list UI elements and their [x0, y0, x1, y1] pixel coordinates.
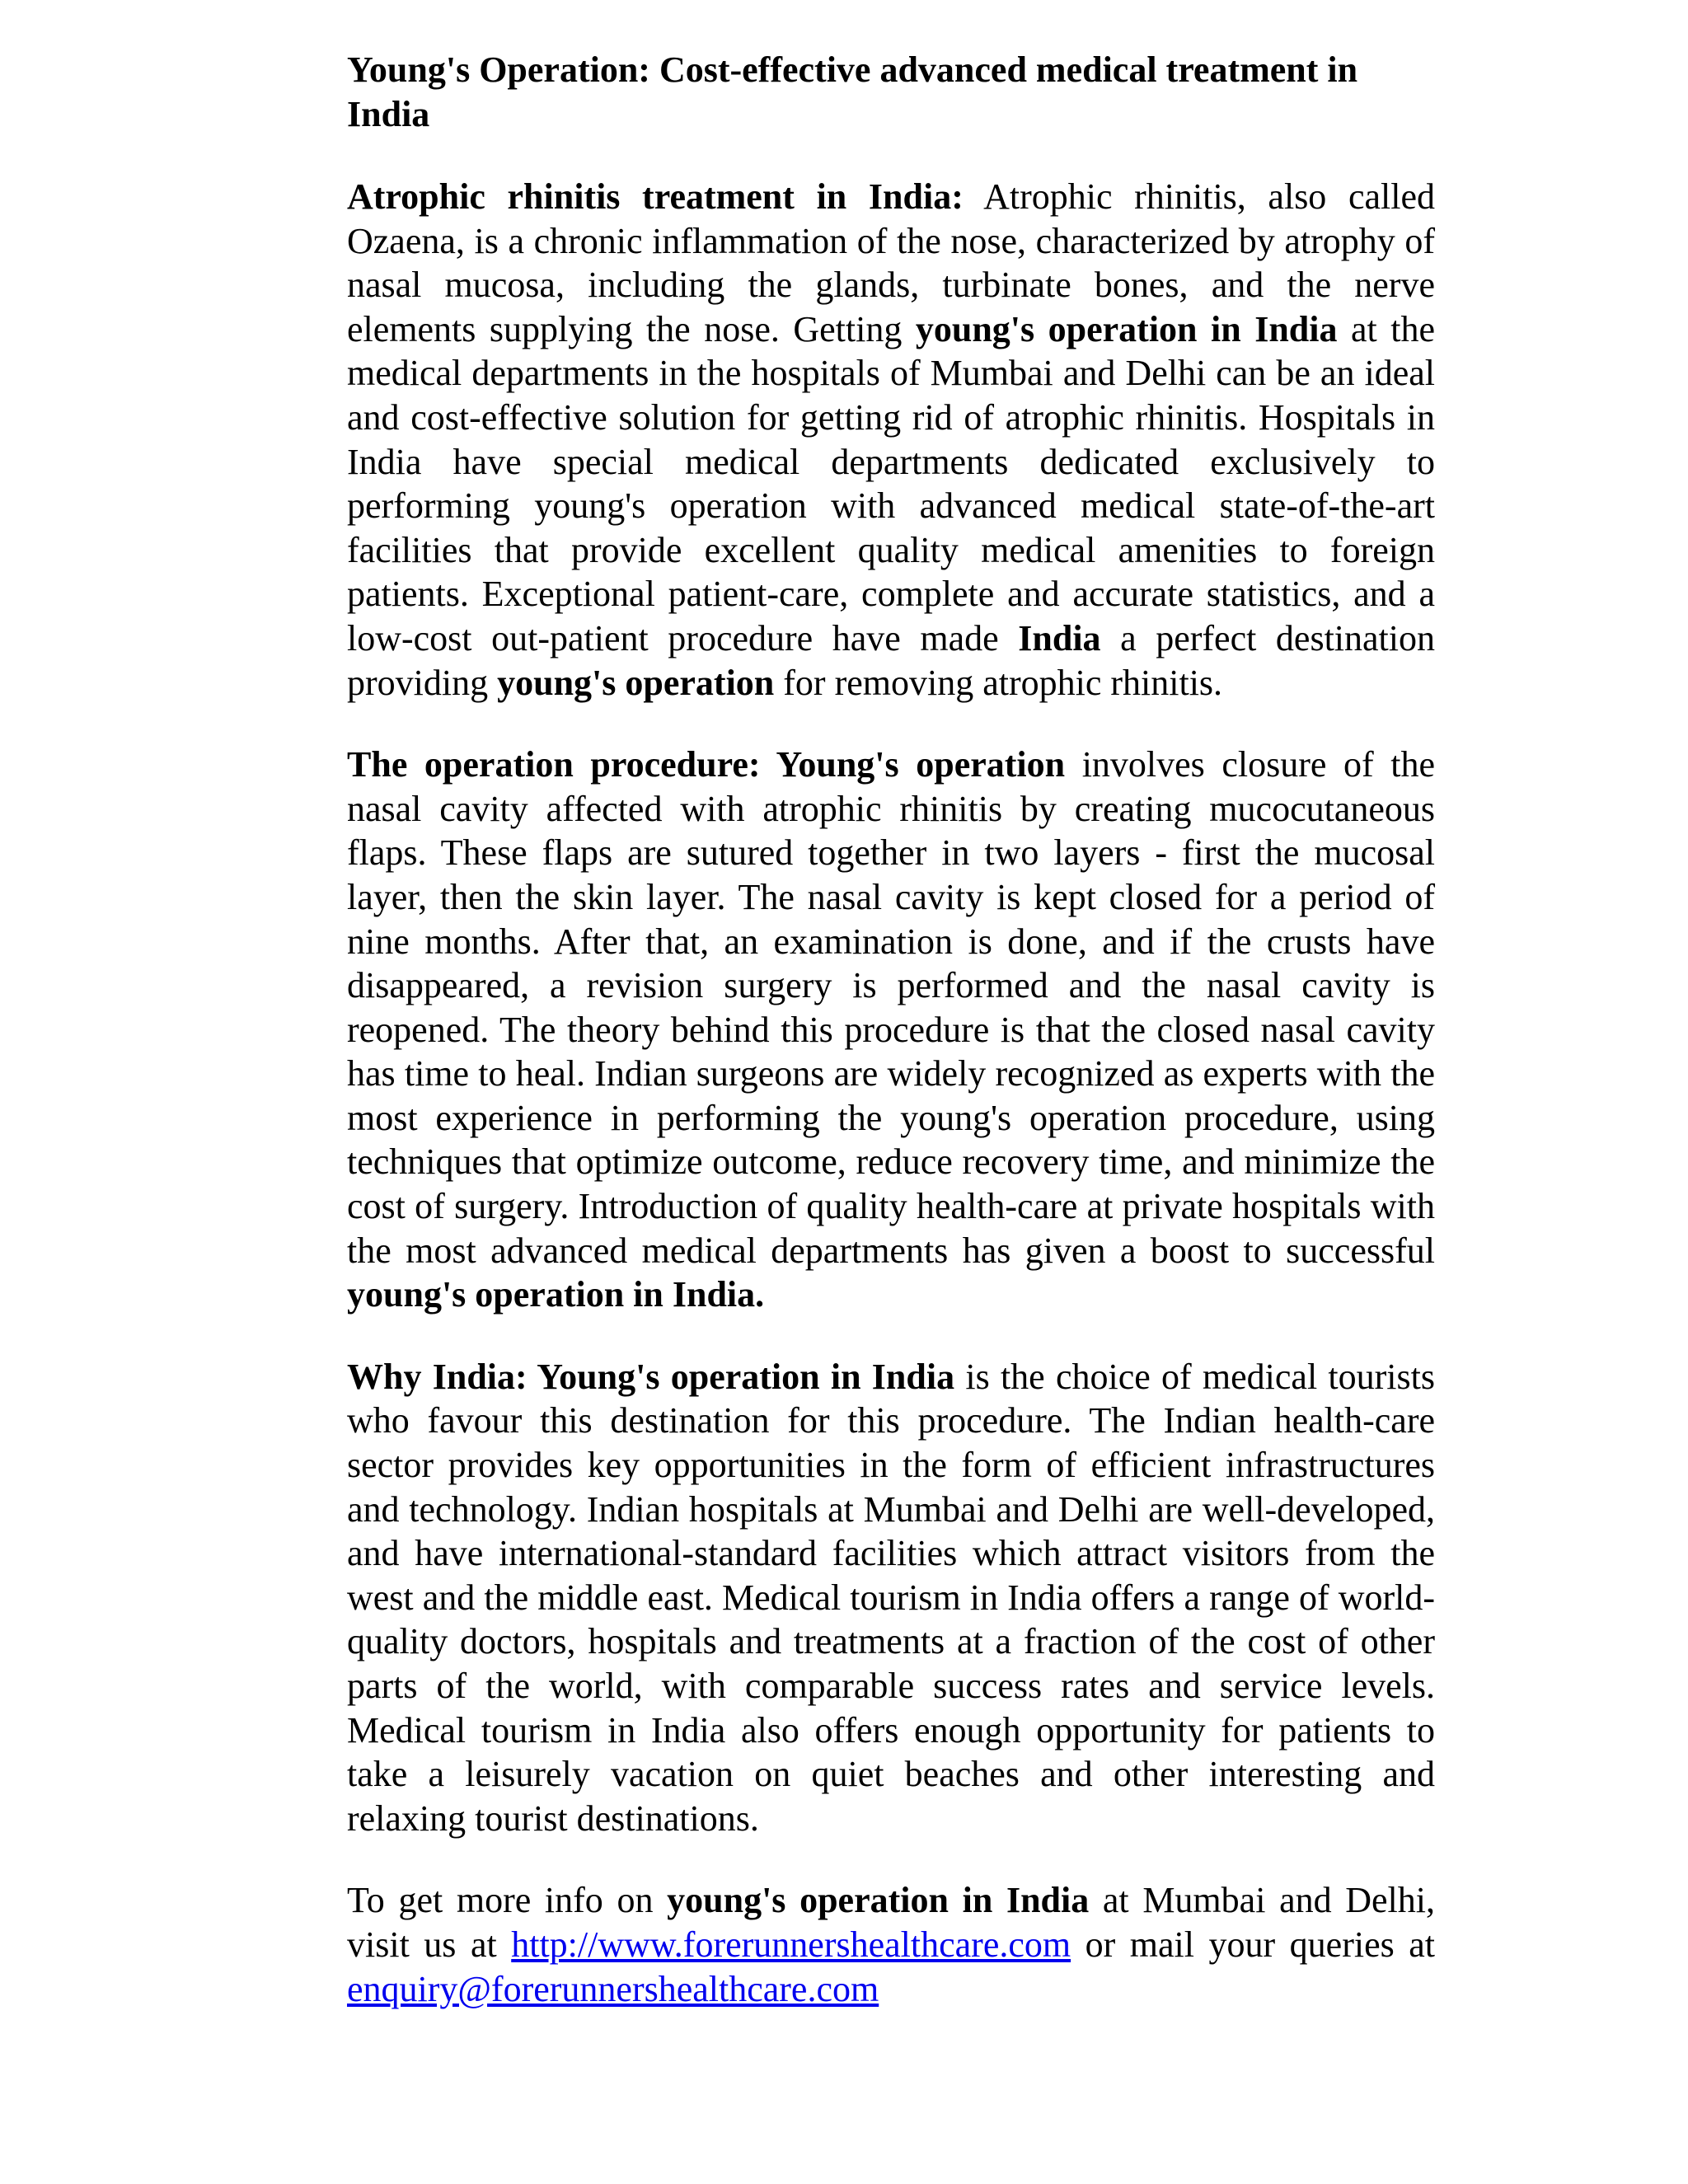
paragraph-text: or mail your queries at: [1071, 1924, 1435, 1965]
emphasis-text: young's operation in India.: [347, 1274, 765, 1315]
paragraph-text: at Mumbai and Delhi, visit us at: [347, 1880, 1436, 1965]
emphasis-text: young's operation: [497, 662, 775, 703]
paragraph-text: at the medical departments in the hospitals of Mumbai and Delhi can be an ideal and cost-effective solution for getting rid of atrophic rhinitis. Hospitals in India have special medical departments dedicated exclusively to performing young's operation with advanced medical state-of-the-art facilities that provide excellent quality medical amenities to foreign patients. Exceptional patient-care, complete and accurate statistics, and a low-cost out-patient procedure have made: [347, 308, 1436, 658]
emphasis-text: young's operation in India: [915, 308, 1338, 349]
paragraph-atrophic-rhinitis: [347, 175, 1435, 705]
document-title: Young's Operation: Cost-effective advanced medical treatment in India: [347, 49, 1358, 134]
paragraph-lead-heading: Atrophic rhinitis treatment in India:: [347, 176, 964, 217]
emphasis-text: India: [1018, 617, 1101, 658]
paragraph-operation-procedure: [347, 743, 1435, 1317]
email-link[interactable]: enquiry@forerunnershealthcare.com: [347, 1968, 879, 2009]
paragraph-contact: [347, 1878, 1435, 2011]
paragraph-text: Atrophic rhinitis, also called Ozaena, is a chronic inflammation of the nose, characterized by atrophy of nasal mucosa, including the glands, turbinate bones, and the nerve elements supplying the nose. Getting: [347, 176, 1435, 349]
paragraph-text: involves closure of the nasal cavity affected with atrophic rhinitis by creating mucocutaneous flaps. These flaps are sutured together in two layers - first the mucosal layer, then the skin layer. The nasal cavity is kept closed for a period of nine months. After that, an examination is done, and if the crusts have disappeared, a revision surgery is performed and the nasal cavity is reopened. The theory behind this procedure is that the closed nasal cavity has time to heal. Indian surgeons are widely recognized as experts with the most experience in performing the young's operation procedure, using techniques that optimize outcome, reduce recovery time, and minimize the cost of surgery. Introduction of quality health-care at private hospitals with the most advanced medical departments has given a boost to successful: [347, 744, 1435, 1271]
paragraph-why-india: [347, 1355, 1435, 1841]
paragraph-text: for removing atrophic rhinitis.: [774, 662, 1223, 703]
document-page: [347, 48, 1435, 2011]
paragraph-lead-heading: The operation procedure: Young's operation: [347, 744, 1066, 785]
paragraph-text: a perfect destination providing: [347, 617, 1435, 703]
website-link[interactable]: http://www.forerunnershealthcare.com: [511, 1924, 1071, 1965]
paragraph-lead-heading: Why India: Young's operation in India: [347, 1356, 955, 1397]
paragraph-text: is the choice of medical tourists who favour this destination for this procedure. The Indian health-care sector provides key opportunities in the form of efficient infrastructures and technology. Indian hospitals at Mumbai and Delhi are well-developed, and have international-standard facilities which attract visitors from the west and the middle east. Medical tourism in India offers a range of world-quality doctors, hospitals and treatments at a fraction of the cost of other parts of the world, with comparable success rates and service levels. Medical tourism in India also offers enough opportunity for patients to take a leisurely vacation on quiet beaches and other interesting and relaxing tourist destinations.: [347, 1356, 1436, 1839]
paragraph-text: To get more info on: [347, 1880, 668, 1921]
emphasis-text: young's operation in India: [667, 1880, 1090, 1921]
